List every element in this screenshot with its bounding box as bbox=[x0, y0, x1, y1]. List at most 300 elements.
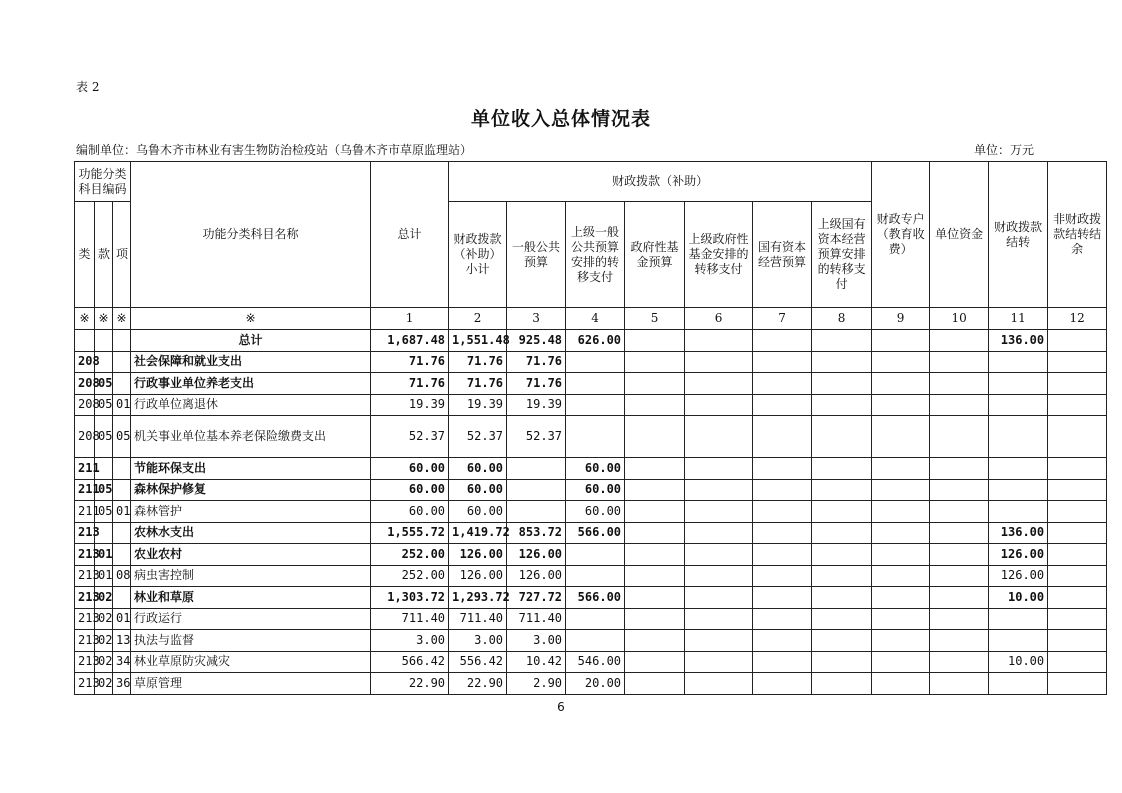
value-cell bbox=[753, 651, 812, 673]
item-code bbox=[113, 330, 131, 352]
value-cell bbox=[1048, 416, 1107, 458]
class-code: 213 bbox=[75, 587, 95, 609]
value-cell: 925.48 bbox=[507, 330, 566, 352]
value-cell: 10.00 bbox=[989, 651, 1048, 673]
value-cell: 1,555.72 bbox=[371, 522, 449, 544]
value-cell: 727.72 bbox=[507, 587, 566, 609]
value-cell: 626.00 bbox=[566, 330, 625, 352]
item-code bbox=[113, 351, 131, 373]
value-cell: 1,419.72 bbox=[449, 522, 507, 544]
value-cell bbox=[930, 565, 989, 587]
value-cell: 252.00 bbox=[371, 565, 449, 587]
class-code: 213 bbox=[75, 608, 95, 630]
header-row-1 bbox=[75, 162, 1107, 202]
value-cell bbox=[685, 544, 753, 566]
value-cell: 126.00 bbox=[449, 544, 507, 566]
currency-unit: 单位：万元 bbox=[973, 143, 1034, 157]
value-cell bbox=[872, 501, 930, 523]
value-cell: 71.76 bbox=[371, 351, 449, 373]
table-row bbox=[75, 565, 1107, 587]
value-cell bbox=[872, 479, 930, 501]
value-cell bbox=[872, 416, 930, 458]
value-cell bbox=[989, 608, 1048, 630]
value-cell bbox=[753, 373, 812, 395]
income-summary-table bbox=[74, 161, 1107, 695]
value-cell: 19.39 bbox=[449, 394, 507, 416]
value-cell: 3.00 bbox=[507, 630, 566, 652]
value-cell bbox=[872, 394, 930, 416]
value-cell bbox=[930, 544, 989, 566]
value-cell bbox=[753, 479, 812, 501]
column-number: 9 bbox=[872, 308, 930, 330]
subject-name: 农业农村 bbox=[131, 544, 371, 566]
mark-cell: ※ bbox=[113, 308, 131, 330]
value-cell bbox=[812, 673, 872, 695]
item-code: 13 bbox=[113, 630, 131, 652]
value-cell: 546.00 bbox=[566, 651, 625, 673]
table-row bbox=[75, 522, 1107, 544]
value-cell bbox=[812, 651, 872, 673]
value-cell: 10.00 bbox=[989, 587, 1048, 609]
value-cell bbox=[812, 587, 872, 609]
value-cell bbox=[989, 630, 1048, 652]
value-cell bbox=[625, 544, 685, 566]
value-cell bbox=[989, 416, 1048, 458]
value-cell: 19.39 bbox=[371, 394, 449, 416]
item-code: 05 bbox=[113, 416, 131, 458]
item-code bbox=[113, 479, 131, 501]
class-code: 211 bbox=[75, 458, 95, 480]
value-cell bbox=[753, 458, 812, 480]
value-cell bbox=[625, 416, 685, 458]
value-cell: 60.00 bbox=[449, 501, 507, 523]
value-cell bbox=[1048, 651, 1107, 673]
value-cell bbox=[989, 501, 1048, 523]
subject-name: 森林保护修复 bbox=[131, 479, 371, 501]
value-cell bbox=[812, 351, 872, 373]
value-cell: 52.37 bbox=[507, 416, 566, 458]
table-number: 表 2 bbox=[76, 80, 100, 94]
class-code: 208 bbox=[75, 351, 95, 373]
class-code: 213 bbox=[75, 651, 95, 673]
value-cell bbox=[812, 373, 872, 395]
value-cell: 19.39 bbox=[507, 394, 566, 416]
value-cell bbox=[566, 373, 625, 395]
value-cell bbox=[753, 351, 812, 373]
item-code: 36 bbox=[113, 673, 131, 695]
value-cell bbox=[753, 587, 812, 609]
value-cell bbox=[625, 673, 685, 695]
value-cell: 556.42 bbox=[449, 651, 507, 673]
value-cell bbox=[685, 565, 753, 587]
value-cell bbox=[872, 351, 930, 373]
value-cell bbox=[625, 522, 685, 544]
value-cell: 1,687.48 bbox=[371, 330, 449, 352]
value-cell bbox=[625, 330, 685, 352]
value-cell bbox=[930, 522, 989, 544]
value-cell bbox=[753, 565, 812, 587]
value-cell: 3.00 bbox=[449, 630, 507, 652]
table-row bbox=[75, 458, 1107, 480]
column-number: 10 bbox=[930, 308, 989, 330]
value-cell bbox=[685, 416, 753, 458]
class-code: 213 bbox=[75, 630, 95, 652]
value-cell bbox=[685, 651, 753, 673]
subject-name: 林业草原防灾减灾 bbox=[131, 651, 371, 673]
value-cell bbox=[930, 351, 989, 373]
item-code: 01 bbox=[113, 394, 131, 416]
value-cell: 1,303.72 bbox=[371, 587, 449, 609]
value-cell bbox=[812, 522, 872, 544]
value-cell bbox=[1048, 373, 1107, 395]
value-cell: 136.00 bbox=[989, 330, 1048, 352]
value-cell bbox=[1048, 608, 1107, 630]
header-total: 总计 bbox=[371, 162, 449, 308]
header-fiscal-subtotal: 财政拨款（补助）小计 bbox=[449, 202, 507, 308]
value-cell bbox=[812, 565, 872, 587]
value-cell: 1,293.72 bbox=[449, 587, 507, 609]
value-cell: 71.76 bbox=[507, 351, 566, 373]
value-cell bbox=[753, 630, 812, 652]
value-cell bbox=[1048, 587, 1107, 609]
subject-name: 林业和草原 bbox=[131, 587, 371, 609]
value-cell bbox=[930, 373, 989, 395]
value-cell: 71.76 bbox=[507, 373, 566, 395]
value-cell bbox=[685, 501, 753, 523]
section-code: 05 bbox=[95, 479, 113, 501]
value-cell: 60.00 bbox=[566, 479, 625, 501]
section-code: 01 bbox=[95, 565, 113, 587]
mark-cell: ※ bbox=[131, 308, 371, 330]
header-name: 功能分类科目名称 bbox=[131, 162, 371, 308]
value-cell bbox=[625, 565, 685, 587]
column-number: 5 bbox=[625, 308, 685, 330]
value-cell bbox=[872, 630, 930, 652]
header-upper-state-capital-transfer: 上级国有资本经营预算安排的转移支付 bbox=[812, 202, 872, 308]
class-code: 208 bbox=[75, 416, 95, 458]
value-cell: 52.37 bbox=[449, 416, 507, 458]
header-unit-fund: 单位资金 bbox=[930, 162, 989, 308]
subject-name: 农林水支出 bbox=[131, 522, 371, 544]
class-code: 211 bbox=[75, 479, 95, 501]
header-nonfiscal-carryover: 非财政拨款结转结余 bbox=[1048, 162, 1107, 308]
value-cell bbox=[930, 479, 989, 501]
value-cell: 566.00 bbox=[566, 587, 625, 609]
value-cell bbox=[872, 373, 930, 395]
header-fiscal-group: 财政拨款（补助） bbox=[449, 162, 872, 202]
section-code bbox=[95, 330, 113, 352]
value-cell bbox=[812, 394, 872, 416]
table-row bbox=[75, 394, 1107, 416]
class-code bbox=[75, 330, 95, 352]
subject-name: 社会保障和就业支出 bbox=[131, 351, 371, 373]
value-cell bbox=[625, 501, 685, 523]
value-cell bbox=[1048, 351, 1107, 373]
value-cell bbox=[872, 673, 930, 695]
value-cell bbox=[872, 544, 930, 566]
value-cell: 711.40 bbox=[507, 608, 566, 630]
value-cell bbox=[1048, 565, 1107, 587]
value-cell: 22.90 bbox=[371, 673, 449, 695]
value-cell bbox=[753, 394, 812, 416]
value-cell bbox=[685, 522, 753, 544]
section-code: 02 bbox=[95, 673, 113, 695]
section-code: 05 bbox=[95, 394, 113, 416]
class-code: 213 bbox=[75, 522, 95, 544]
value-cell bbox=[566, 608, 625, 630]
header-upper-general-transfer: 上级一般公共预算安排的转移支付 bbox=[566, 202, 625, 308]
value-cell bbox=[625, 587, 685, 609]
value-cell bbox=[685, 458, 753, 480]
value-cell bbox=[685, 479, 753, 501]
class-code: 208 bbox=[75, 373, 95, 395]
table-row bbox=[75, 673, 1107, 695]
value-cell bbox=[812, 416, 872, 458]
table-row bbox=[75, 630, 1107, 652]
value-cell bbox=[812, 330, 872, 352]
header-state-capital-budget: 国有资本经营预算 bbox=[753, 202, 812, 308]
column-number: 12 bbox=[1048, 308, 1107, 330]
value-cell bbox=[989, 394, 1048, 416]
item-code bbox=[113, 544, 131, 566]
item-code bbox=[113, 373, 131, 395]
class-code: 213 bbox=[75, 544, 95, 566]
value-cell bbox=[812, 608, 872, 630]
value-cell bbox=[753, 330, 812, 352]
section-code: 02 bbox=[95, 608, 113, 630]
value-cell: 126.00 bbox=[449, 565, 507, 587]
value-cell bbox=[625, 394, 685, 416]
value-cell bbox=[507, 479, 566, 501]
subject-name: 执法与监督 bbox=[131, 630, 371, 652]
value-cell bbox=[625, 651, 685, 673]
section-code: 02 bbox=[95, 587, 113, 609]
value-cell bbox=[872, 522, 930, 544]
value-cell bbox=[685, 394, 753, 416]
value-cell bbox=[812, 630, 872, 652]
subject-name: 病虫害控制 bbox=[131, 565, 371, 587]
subject-name: 节能环保支出 bbox=[131, 458, 371, 480]
value-cell bbox=[930, 587, 989, 609]
value-cell: 60.00 bbox=[449, 458, 507, 480]
value-cell: 1,551.48 bbox=[449, 330, 507, 352]
value-cell bbox=[930, 501, 989, 523]
subject-name: 草原管理 bbox=[131, 673, 371, 695]
value-cell bbox=[625, 630, 685, 652]
item-code bbox=[113, 587, 131, 609]
page-title: 单位收入总体情况表 bbox=[470, 108, 651, 130]
value-cell: 566.42 bbox=[371, 651, 449, 673]
value-cell bbox=[1048, 501, 1107, 523]
value-cell bbox=[930, 630, 989, 652]
subject-name: 总计 bbox=[131, 330, 371, 352]
table-row bbox=[75, 479, 1107, 501]
value-cell bbox=[685, 673, 753, 695]
value-cell: 126.00 bbox=[507, 544, 566, 566]
value-cell bbox=[566, 416, 625, 458]
column-number: 2 bbox=[449, 308, 507, 330]
table-row bbox=[75, 608, 1107, 630]
value-cell: 60.00 bbox=[449, 479, 507, 501]
subject-name: 行政事业单位养老支出 bbox=[131, 373, 371, 395]
value-cell: 126.00 bbox=[507, 565, 566, 587]
header-fiscal-carryover: 财政拨款结转 bbox=[989, 162, 1048, 308]
class-code: 213 bbox=[75, 565, 95, 587]
value-cell bbox=[1048, 394, 1107, 416]
value-cell bbox=[507, 458, 566, 480]
table-row bbox=[75, 351, 1107, 373]
table-row bbox=[75, 501, 1107, 523]
value-cell bbox=[1048, 630, 1107, 652]
value-cell bbox=[685, 373, 753, 395]
value-cell bbox=[753, 544, 812, 566]
value-cell: 71.76 bbox=[371, 373, 449, 395]
table-row bbox=[75, 416, 1107, 458]
value-cell bbox=[930, 673, 989, 695]
value-cell bbox=[930, 651, 989, 673]
value-cell bbox=[989, 479, 1048, 501]
header-func-code: 功能分类科目编码 bbox=[75, 162, 131, 202]
item-code: 08 bbox=[113, 565, 131, 587]
value-cell bbox=[1048, 544, 1107, 566]
item-code bbox=[113, 458, 131, 480]
value-cell bbox=[930, 394, 989, 416]
value-cell: 566.00 bbox=[566, 522, 625, 544]
value-cell bbox=[872, 587, 930, 609]
value-cell: 22.90 bbox=[449, 673, 507, 695]
value-cell: 71.76 bbox=[449, 351, 507, 373]
value-cell bbox=[872, 458, 930, 480]
header-section: 款 bbox=[95, 202, 113, 308]
header-item: 项 bbox=[113, 202, 131, 308]
column-number: 8 bbox=[812, 308, 872, 330]
subject-name: 机关事业单位基本养老保险缴费支出 bbox=[131, 416, 371, 458]
header-special-account: 财政专户（教育收费） bbox=[872, 162, 930, 308]
compiling-unit: 编制单位：乌鲁木齐市林业有害生物防治检疫站（乌鲁木齐市草原监理站） bbox=[76, 143, 473, 157]
section-code: 02 bbox=[95, 630, 113, 652]
item-code: 01 bbox=[113, 608, 131, 630]
mark-cell: ※ bbox=[95, 308, 113, 330]
item-code bbox=[113, 522, 131, 544]
value-cell bbox=[685, 608, 753, 630]
value-cell bbox=[685, 630, 753, 652]
value-cell bbox=[685, 330, 753, 352]
value-cell bbox=[989, 373, 1048, 395]
value-cell bbox=[753, 608, 812, 630]
value-cell bbox=[930, 458, 989, 480]
value-cell: 71.76 bbox=[449, 373, 507, 395]
value-cell bbox=[753, 416, 812, 458]
value-cell bbox=[685, 351, 753, 373]
value-cell: 126.00 bbox=[989, 565, 1048, 587]
value-cell: 60.00 bbox=[371, 501, 449, 523]
section-code: 05 bbox=[95, 373, 113, 395]
column-number: 4 bbox=[566, 308, 625, 330]
value-cell bbox=[989, 673, 1048, 695]
value-cell bbox=[753, 501, 812, 523]
column-number: 1 bbox=[371, 308, 449, 330]
value-cell bbox=[566, 565, 625, 587]
value-cell: 60.00 bbox=[371, 458, 449, 480]
value-cell bbox=[566, 351, 625, 373]
header-upper-gov-fund-transfer: 上级政府性基金安排的转移支付 bbox=[685, 202, 753, 308]
header-class: 类 bbox=[75, 202, 95, 308]
value-cell bbox=[872, 651, 930, 673]
value-cell bbox=[753, 522, 812, 544]
value-cell bbox=[507, 501, 566, 523]
value-cell: 52.37 bbox=[371, 416, 449, 458]
value-cell bbox=[812, 544, 872, 566]
table-row bbox=[75, 544, 1107, 566]
value-cell bbox=[625, 458, 685, 480]
item-code: 01 bbox=[113, 501, 131, 523]
value-cell bbox=[989, 351, 1048, 373]
header-number-row bbox=[75, 308, 1107, 330]
section-code: 01 bbox=[95, 544, 113, 566]
column-number: 7 bbox=[753, 308, 812, 330]
mark-cell: ※ bbox=[75, 308, 95, 330]
value-cell bbox=[566, 544, 625, 566]
value-cell bbox=[625, 373, 685, 395]
section-code: 05 bbox=[95, 416, 113, 458]
value-cell bbox=[812, 479, 872, 501]
subject-name: 森林管护 bbox=[131, 501, 371, 523]
value-cell bbox=[930, 608, 989, 630]
item-code: 34 bbox=[113, 651, 131, 673]
subject-name: 行政单位离退休 bbox=[131, 394, 371, 416]
header-general-budget: 一般公共预算 bbox=[507, 202, 566, 308]
value-cell: 60.00 bbox=[566, 501, 625, 523]
value-cell bbox=[812, 458, 872, 480]
value-cell bbox=[1048, 330, 1107, 352]
subject-name: 行政运行 bbox=[131, 608, 371, 630]
table-row bbox=[75, 587, 1107, 609]
value-cell bbox=[930, 330, 989, 352]
page-number: 6 bbox=[557, 700, 565, 714]
column-number: 11 bbox=[989, 308, 1048, 330]
table-row bbox=[75, 651, 1107, 673]
value-cell: 10.42 bbox=[507, 651, 566, 673]
value-cell bbox=[685, 587, 753, 609]
value-cell bbox=[872, 330, 930, 352]
value-cell bbox=[930, 416, 989, 458]
value-cell: 711.40 bbox=[371, 608, 449, 630]
value-cell bbox=[1048, 673, 1107, 695]
value-cell bbox=[625, 479, 685, 501]
value-cell: 2.90 bbox=[507, 673, 566, 695]
value-cell bbox=[872, 565, 930, 587]
table-row bbox=[75, 373, 1107, 395]
value-cell: 3.00 bbox=[371, 630, 449, 652]
value-cell bbox=[1048, 458, 1107, 480]
header-gov-fund-budget: 政府性基金预算 bbox=[625, 202, 685, 308]
value-cell: 60.00 bbox=[566, 458, 625, 480]
value-cell bbox=[566, 394, 625, 416]
column-number: 6 bbox=[685, 308, 753, 330]
table-total-row bbox=[75, 330, 1107, 352]
value-cell bbox=[1048, 479, 1107, 501]
section-code: 02 bbox=[95, 651, 113, 673]
value-cell: 711.40 bbox=[449, 608, 507, 630]
value-cell bbox=[753, 673, 812, 695]
column-number: 3 bbox=[507, 308, 566, 330]
value-cell: 853.72 bbox=[507, 522, 566, 544]
section-code: 05 bbox=[95, 501, 113, 523]
value-cell bbox=[872, 608, 930, 630]
value-cell bbox=[989, 458, 1048, 480]
value-cell: 20.00 bbox=[566, 673, 625, 695]
value-cell: 126.00 bbox=[989, 544, 1048, 566]
